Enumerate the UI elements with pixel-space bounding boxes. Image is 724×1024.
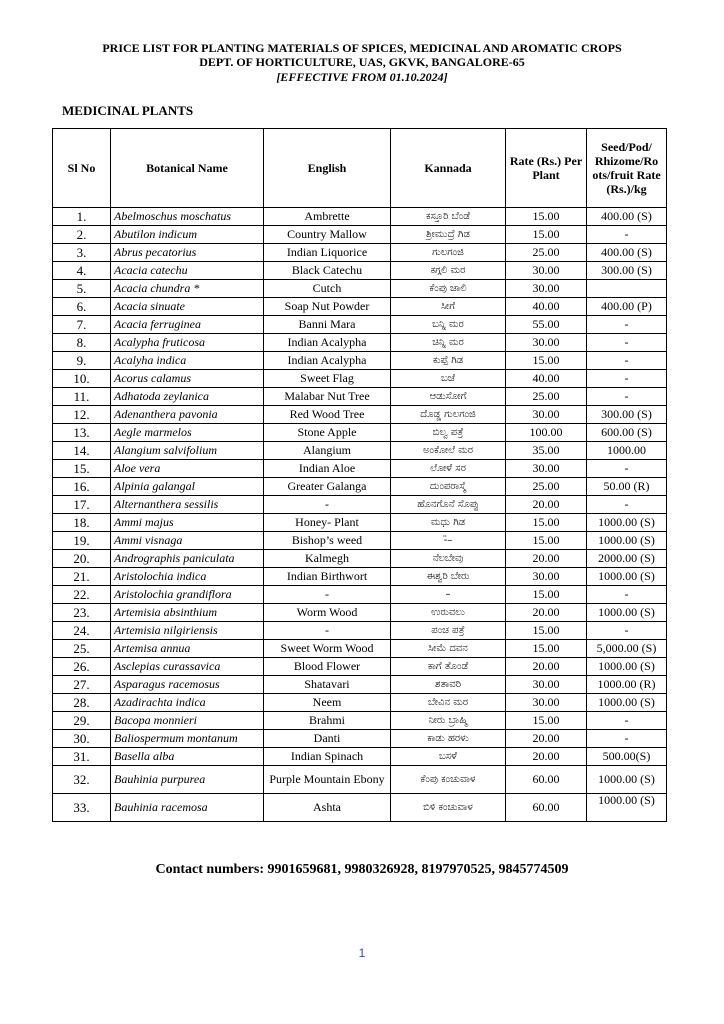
cell-english-name: Ashta [264, 794, 391, 822]
cell-rate-per-plant: 30.00 [506, 676, 587, 694]
cell-kannada-name: ಕಾಡು ಹರಳು [391, 730, 506, 748]
cell-botanical-name: Alpinia galangal [111, 478, 264, 496]
cell-seed-rate: - [587, 622, 667, 640]
cell-seed-rate: 1000.00 (S) [587, 794, 667, 822]
cell-rate-per-plant: 25.00 [506, 478, 587, 496]
cell-seed-rate: 300.00 (S) [587, 406, 667, 424]
cell-english-name: Sweet Flag [264, 370, 391, 388]
cell-rate-per-plant: 20.00 [506, 658, 587, 676]
cell-english-name: Cutch [264, 280, 391, 298]
cell-sl-no: 30. [53, 730, 111, 748]
cell-english-name: Indian Aloe [264, 460, 391, 478]
cell-seed-rate: 1000.00 (R) [587, 676, 667, 694]
cell-botanical-name: Artemisa annua [111, 640, 264, 658]
cell-kannada-name: ಬೇವಿನ ಮರ [391, 694, 506, 712]
table-row [53, 262, 667, 280]
table-row [53, 550, 667, 568]
cell-botanical-name: Abutilon indicum [111, 226, 264, 244]
cell-english-name: Honey- Plant [264, 514, 391, 532]
cell-seed-rate: 50.00 (R) [587, 478, 667, 496]
cell-seed-rate: - [587, 712, 667, 730]
cell-english-name: Blood Flower [264, 658, 391, 676]
cell-kannada-name: ಹೊನಗೊನೆ ಸೊಪ್ಪು [391, 496, 506, 514]
cell-english-name: Black Catechu [264, 262, 391, 280]
cell-rate-per-plant: 15.00 [506, 532, 587, 550]
cell-english-name: Indian Spinach [264, 748, 391, 766]
contact-numbers: Contact numbers: 9901659681, 9980326928, 8197970525, 9845774509 [155, 862, 569, 877]
cell-sl-no: 13. [53, 424, 111, 442]
table-row [53, 424, 667, 442]
cell-sl-no: 32. [53, 766, 111, 794]
table-row [53, 334, 667, 352]
cell-sl-no: 5. [53, 280, 111, 298]
cell-botanical-name: Acacia sinuate [111, 298, 264, 316]
col-header-english: English [264, 129, 391, 208]
cell-sl-no: 9. [53, 352, 111, 370]
cell-seed-rate: 500.00(S) [587, 748, 667, 766]
cell-botanical-name: Adhatoda zeylanica [111, 388, 264, 406]
cell-sl-no: 1. [53, 208, 111, 226]
table-row [53, 460, 667, 478]
cell-rate-per-plant: 30.00 [506, 262, 587, 280]
cell-kannada-name: ಸೀಗೆ [391, 298, 506, 316]
cell-botanical-name: Acalypha fruticosa [111, 334, 264, 352]
cell-rate-per-plant: 60.00 [506, 794, 587, 822]
table-header-row [53, 129, 667, 208]
cell-botanical-name: Alternanthera sessilis [111, 496, 264, 514]
cell-sl-no: 15. [53, 460, 111, 478]
cell-rate-per-plant: 30.00 [506, 280, 587, 298]
cell-botanical-name: Aristolochia grandiflora [111, 586, 264, 604]
cell-sl-no: 31. [53, 748, 111, 766]
table-row [53, 766, 667, 794]
cell-sl-no: 26. [53, 658, 111, 676]
cell-sl-no: 23. [53, 604, 111, 622]
table-row [53, 388, 667, 406]
cell-botanical-name: Artemisia absinthium [111, 604, 264, 622]
cell-rate-per-plant: 25.00 [506, 388, 587, 406]
table-row [53, 622, 667, 640]
cell-botanical-name: Aegle marmelos [111, 424, 264, 442]
cell-rate-per-plant: 30.00 [506, 460, 587, 478]
cell-seed-rate: - [587, 316, 667, 334]
table-row [53, 532, 667, 550]
cell-english-name: Indian Birthwort [264, 568, 391, 586]
cell-seed-rate: 1000.00 [587, 442, 667, 460]
cell-english-name: Brahmi [264, 712, 391, 730]
cell-seed-rate: 1000.00 (S) [587, 766, 667, 794]
cell-rate-per-plant: 15.00 [506, 622, 587, 640]
cell-seed-rate: - [587, 388, 667, 406]
cell-kannada-name: ಬಸಳೆ [391, 748, 506, 766]
cell-kannada-name: ಗುಲಗಂಜಿ [391, 244, 506, 262]
cell-rate-per-plant: 30.00 [506, 406, 587, 424]
table-body [53, 208, 667, 822]
cell-kannada-name: ದೊಡ್ಡ ಗುಲಗಂಜಿ [391, 406, 506, 424]
table-row [53, 604, 667, 622]
cell-botanical-name: Acacia ferruginea [111, 316, 264, 334]
cell-seed-rate [587, 280, 667, 298]
cell-seed-rate: - [587, 370, 667, 388]
cell-sl-no: 21. [53, 568, 111, 586]
cell-kannada-name: ಶತಾವರಿ [391, 676, 506, 694]
cell-seed-rate: 1000.00 (S) [587, 514, 667, 532]
cell-botanical-name: Acacia chundra * [111, 280, 264, 298]
cell-sl-no: 28. [53, 694, 111, 712]
cell-kannada-name: ಕಾಗೆ ತೊಂಡೆ [391, 658, 506, 676]
cell-english-name: Greater Galanga [264, 478, 391, 496]
cell-sl-no: 6. [53, 298, 111, 316]
cell-sl-no: 20. [53, 550, 111, 568]
cell-kannada-name: ಚಿನ್ನಿ ಮರ [391, 334, 506, 352]
cell-sl-no: 4. [53, 262, 111, 280]
col-header-rate: Rate (Rs.) Per Plant [506, 129, 587, 208]
cell-seed-rate: 300.00 (S) [587, 262, 667, 280]
cell-rate-per-plant: 15.00 [506, 352, 587, 370]
col-header-seed-rate: Seed/Pod/ Rhizome/Ro ots/fruit Rate (Rs.)/kg [587, 129, 667, 208]
cell-rate-per-plant: 15.00 [506, 208, 587, 226]
cell-kannada-name: ಕೆಂಪು ಕಂಚುವಾಳ [391, 766, 506, 794]
cell-sl-no: 16. [53, 478, 111, 496]
table-row [53, 586, 667, 604]
cell-botanical-name: Bacopa monnieri [111, 712, 264, 730]
cell-kannada-name: ಸೀಮೆ ದವನ [391, 640, 506, 658]
cell-sl-no: 24. [53, 622, 111, 640]
cell-seed-rate: 1000.00 (S) [587, 658, 667, 676]
cell-rate-per-plant: 30.00 [506, 694, 587, 712]
cell-kannada-name: ಲೋಳೆ ಸರ [391, 460, 506, 478]
table-row [53, 244, 667, 262]
cell-seed-rate: - [587, 226, 667, 244]
cell-english-name: Worm Wood [264, 604, 391, 622]
cell-kannada-name: ಕಗ್ಗಲಿ ಮರ [391, 262, 506, 280]
table-row [53, 514, 667, 532]
cell-seed-rate: 400.00 (S) [587, 244, 667, 262]
cell-english-name: Malabar Nut Tree [264, 388, 391, 406]
cell-botanical-name: Asclepias curassavica [111, 658, 264, 676]
cell-rate-per-plant: 35.00 [506, 442, 587, 460]
cell-english-name: Kalmegh [264, 550, 391, 568]
cell-sl-no: 7. [53, 316, 111, 334]
cell-rate-per-plant: 15.00 [506, 514, 587, 532]
header-department: DEPT. OF HORTICULTURE, UAS, GKVK, BANGALORE-65 [199, 55, 525, 69]
cell-seed-rate: 1000.00 (S) [587, 604, 667, 622]
cell-kannada-name: ಬನ್ನಿ ಮರ [391, 316, 506, 334]
table-row [53, 794, 667, 822]
section-title: MEDICINAL PLANTS [62, 103, 194, 118]
table-row [53, 730, 667, 748]
cell-seed-rate: 400.00 (S) [587, 208, 667, 226]
cell-sl-no: 17. [53, 496, 111, 514]
cell-seed-rate: 1000.00 (S) [587, 568, 667, 586]
cell-kannada-name: ಬಜೆ [391, 370, 506, 388]
cell-botanical-name: Abelmoschus moschatus [111, 208, 264, 226]
cell-seed-rate: - [587, 334, 667, 352]
cell-sl-no: 18. [53, 514, 111, 532]
cell-rate-per-plant: 15.00 [506, 640, 587, 658]
cell-english-name: Stone Apple [264, 424, 391, 442]
table-row [53, 208, 667, 226]
cell-rate-per-plant: 40.00 [506, 370, 587, 388]
cell-kannada-name: ಕುಪ್ಪೆ ಗಿಡ [391, 352, 506, 370]
table-row [53, 640, 667, 658]
table-row [53, 352, 667, 370]
cell-botanical-name: Bauhinia racemosa [111, 794, 264, 822]
cell-rate-per-plant: 25.00 [506, 244, 587, 262]
cell-sl-no: 12. [53, 406, 111, 424]
cell-botanical-name: Asparagus racemosus [111, 676, 264, 694]
cell-kannada-name: ಬಿಳಿ ಕಂಚುವಾಳ [391, 794, 506, 822]
cell-rate-per-plant: 60.00 [506, 766, 587, 794]
cell-kannada-name: ಬಿಲ್ವ ಪತ್ರೆ [391, 424, 506, 442]
cell-botanical-name: Azadirachta indica [111, 694, 264, 712]
cell-sl-no: 29. [53, 712, 111, 730]
cell-seed-rate: 5,000.00 (S) [587, 640, 667, 658]
cell-rate-per-plant: 20.00 [506, 748, 587, 766]
cell-seed-rate: - [587, 496, 667, 514]
cell-rate-per-plant: 30.00 [506, 334, 587, 352]
cell-rate-per-plant: 30.00 [506, 568, 587, 586]
cell-botanical-name: Aristolochia indica [111, 568, 264, 586]
cell-english-name: - [264, 496, 391, 514]
header-effective-date: [EFFECTIVE FROM 01.10.2024] [276, 70, 448, 84]
cell-english-name: Red Wood Tree [264, 406, 391, 424]
cell-seed-rate: 400.00 (P) [587, 298, 667, 316]
cell-seed-rate: - [587, 586, 667, 604]
cell-english-name: Indian Acalypha [264, 352, 391, 370]
cell-botanical-name: Aloe vera [111, 460, 264, 478]
cell-english-name: - [264, 586, 391, 604]
cell-kannada-name: -̈– [391, 532, 506, 550]
cell-seed-rate: - [587, 352, 667, 370]
table-row [53, 442, 667, 460]
cell-botanical-name: Adenanthera pavonia [111, 406, 264, 424]
cell-botanical-name: Ammi majus [111, 514, 264, 532]
cell-sl-no: 14. [53, 442, 111, 460]
table-row [53, 406, 667, 424]
cell-kannada-name: ಅಂಕೋಲೆ ಮರ [391, 442, 506, 460]
cell-botanical-name: Artemisia nilgiriensis [111, 622, 264, 640]
cell-botanical-name: Andrographis paniculata [111, 550, 264, 568]
cell-kannada-name: ಪಂಚ ಪತ್ರೆ [391, 622, 506, 640]
table-row [53, 658, 667, 676]
cell-sl-no: 27. [53, 676, 111, 694]
cell-kannada-name: ಕಸ್ತೂರಿ ಬೆಂಡೆ [391, 208, 506, 226]
cell-sl-no: 3. [53, 244, 111, 262]
cell-botanical-name: Ammi visnaga [111, 532, 264, 550]
cell-english-name: Indian Liquorice [264, 244, 391, 262]
cell-sl-no: 10. [53, 370, 111, 388]
cell-sl-no: 25. [53, 640, 111, 658]
cell-sl-no: 8. [53, 334, 111, 352]
cell-rate-per-plant: 100.00 [506, 424, 587, 442]
cell-english-name: Danti [264, 730, 391, 748]
cell-botanical-name: Acorus calamus [111, 370, 264, 388]
cell-english-name: Purple Mountain Ebony [264, 766, 391, 794]
cell-rate-per-plant: 20.00 [506, 730, 587, 748]
table-row [53, 316, 667, 334]
cell-botanical-name: Alangium salvifolium [111, 442, 264, 460]
cell-rate-per-plant: 20.00 [506, 604, 587, 622]
table-row [53, 478, 667, 496]
cell-seed-rate: - [587, 460, 667, 478]
cell-botanical-name: Bauhinia purpurea [111, 766, 264, 794]
cell-kannada-name: ಶ್ರೀಮುದ್ರೆ ಗಿಡ [391, 226, 506, 244]
header-title: PRICE LIST FOR PLANTING MATERIALS OF SPICES, MEDICINAL AND AROMATIC CROPS [102, 41, 622, 55]
cell-english-name: - [264, 622, 391, 640]
cell-rate-per-plant: 15.00 [506, 586, 587, 604]
price-table [52, 128, 667, 822]
cell-rate-per-plant: 15.00 [506, 712, 587, 730]
cell-botanical-name: Acalyha indica [111, 352, 264, 370]
table-row [53, 280, 667, 298]
table-row [53, 226, 667, 244]
cell-rate-per-plant: 55.00 [506, 316, 587, 334]
cell-seed-rate: 2000.00 (S) [587, 550, 667, 568]
cell-kannada-name: ಮಧು ಗಿಡ [391, 514, 506, 532]
table-row [53, 496, 667, 514]
cell-english-name: Indian Acalypha [264, 334, 391, 352]
table-row [53, 712, 667, 730]
cell-english-name: Sweet Worm Wood [264, 640, 391, 658]
table-row [53, 568, 667, 586]
cell-rate-per-plant: 20.00 [506, 496, 587, 514]
cell-sl-no: 22. [53, 586, 111, 604]
cell-botanical-name: Abrus pecatorius [111, 244, 264, 262]
col-header-kannada: Kannada [391, 129, 506, 208]
cell-english-name: Ambrette [264, 208, 391, 226]
cell-seed-rate: 1000.00 (S) [587, 694, 667, 712]
cell-rate-per-plant: 40.00 [506, 298, 587, 316]
cell-kannada-name: ದುಂಪರಾಸ್ಮೆ [391, 478, 506, 496]
cell-english-name: Alangium [264, 442, 391, 460]
table-row [53, 676, 667, 694]
cell-botanical-name: Acacia catechu [111, 262, 264, 280]
cell-english-name: Country Mallow [264, 226, 391, 244]
cell-kannada-name: ಆಡುಸೋಗೆ [391, 388, 506, 406]
cell-sl-no: 2. [53, 226, 111, 244]
cell-seed-rate: - [587, 730, 667, 748]
cell-seed-rate: 1000.00 (S) [587, 532, 667, 550]
table-row [53, 748, 667, 766]
cell-english-name: Shatavari [264, 676, 391, 694]
cell-kannada-name: ನೆಲಬೇವು [391, 550, 506, 568]
cell-english-name: Banni Mara [264, 316, 391, 334]
cell-kannada-name: – [391, 586, 506, 604]
cell-kannada-name: ಈಶ್ವರಿ ಬೇರು [391, 568, 506, 586]
cell-sl-no: 19. [53, 532, 111, 550]
col-header-botanical: Botanical Name [111, 129, 264, 208]
table-row [53, 298, 667, 316]
cell-kannada-name: ಉರುವಲು [391, 604, 506, 622]
cell-botanical-name: Basella alba [111, 748, 264, 766]
cell-english-name: Soap Nut Powder [264, 298, 391, 316]
table-row [53, 694, 667, 712]
cell-kannada-name: ಕೆಂಪು ಜಾಲಿ [391, 280, 506, 298]
cell-seed-rate: 600.00 (S) [587, 424, 667, 442]
cell-rate-per-plant: 15.00 [506, 226, 587, 244]
cell-kannada-name: ನೀರು ಬ್ರಾಹ್ಮಿ [391, 712, 506, 730]
table-row [53, 370, 667, 388]
cell-botanical-name: Baliospermum montanum [111, 730, 264, 748]
cell-sl-no: 33. [53, 794, 111, 822]
cell-english-name: Bishop’s weed [264, 532, 391, 550]
cell-english-name: Neem [264, 694, 391, 712]
cell-sl-no: 11. [53, 388, 111, 406]
cell-rate-per-plant: 20.00 [506, 550, 587, 568]
page-number: 1 [358, 946, 366, 960]
col-header-sl: Sl No [53, 129, 111, 208]
